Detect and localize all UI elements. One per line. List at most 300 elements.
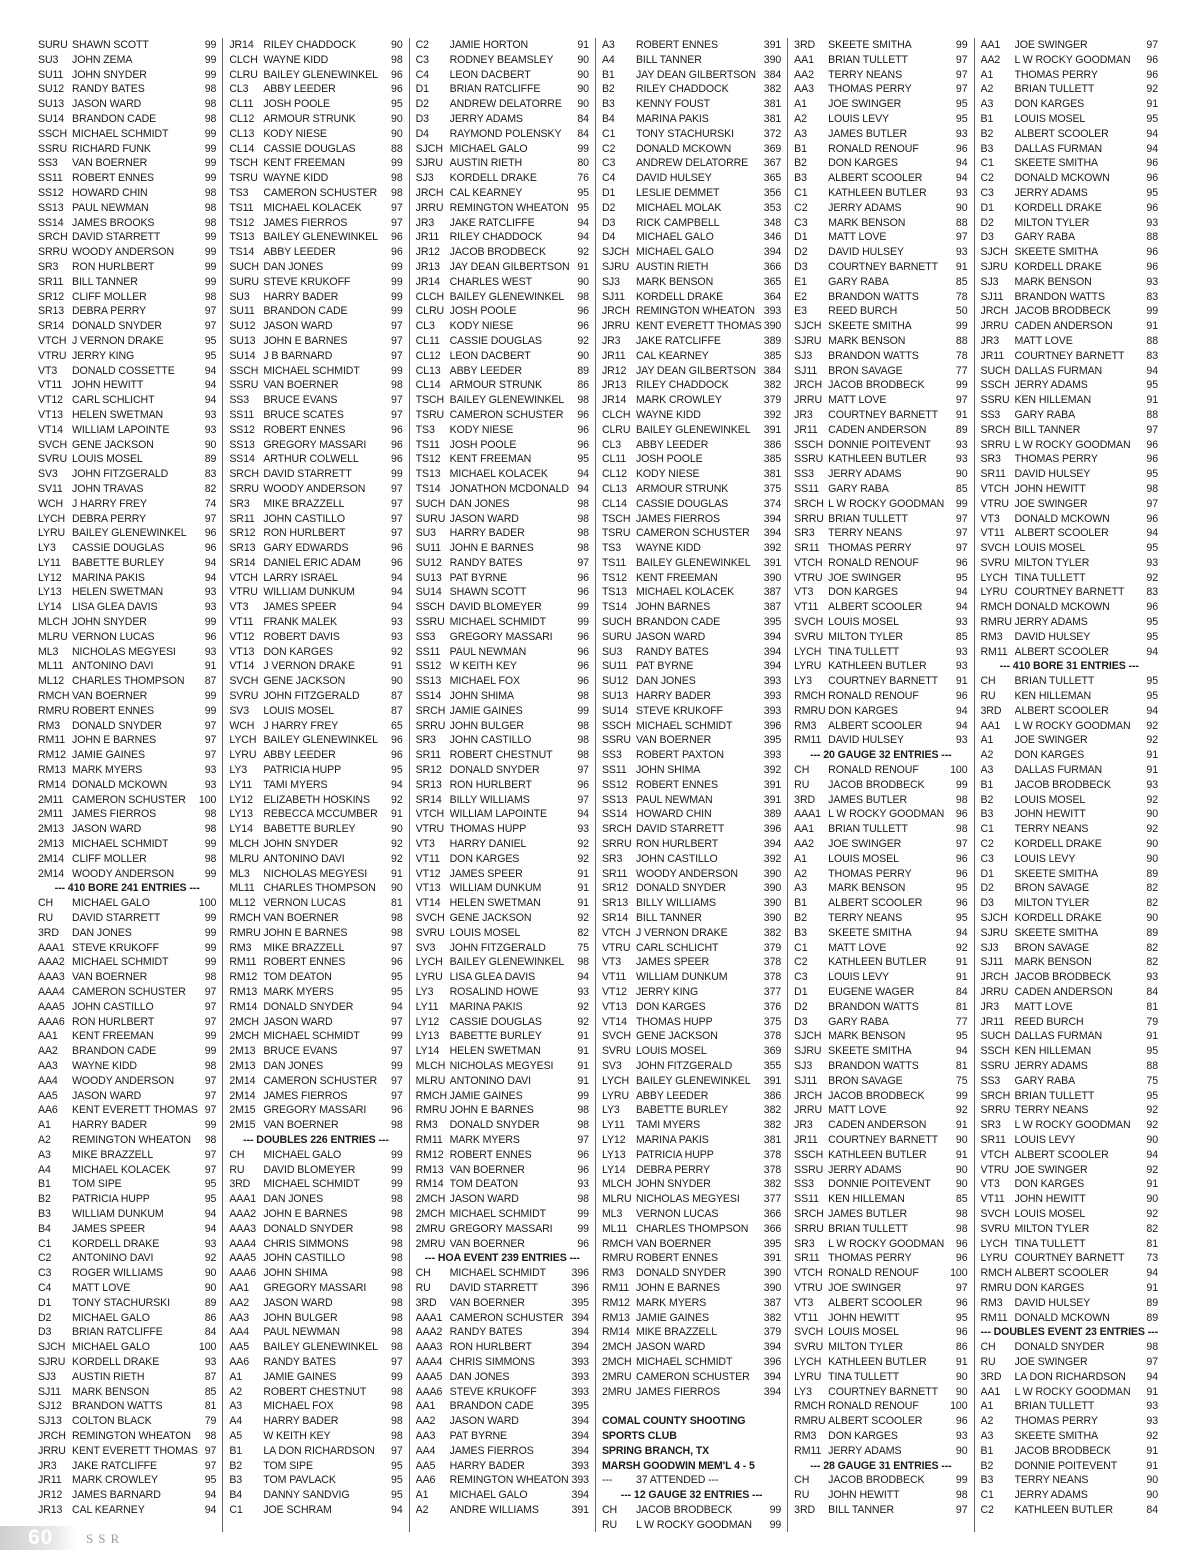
score: 97 xyxy=(1146,39,1158,51)
class-code: SVRU xyxy=(980,556,1010,569)
result-row xyxy=(794,526,967,541)
class-code: RM14 xyxy=(229,1000,258,1013)
result-row xyxy=(794,53,967,68)
class-code: 2M15 xyxy=(229,1119,256,1132)
score: 99 xyxy=(204,142,217,155)
score: 99 xyxy=(204,1030,217,1043)
shooter-name: MARK MYERS xyxy=(449,1133,520,1146)
class-code: SJCH xyxy=(415,142,443,155)
score: 392 xyxy=(763,408,782,421)
score: 95 xyxy=(391,986,403,998)
score: 97 xyxy=(391,201,403,214)
class-code: SU14 xyxy=(229,349,256,362)
shooter-name: MICHAEL GALO xyxy=(72,1311,150,1324)
score: 95 xyxy=(1146,630,1158,643)
shooter-name: DONALD MCKOWN xyxy=(635,142,732,155)
shooter-name: RANDY BATES xyxy=(635,645,709,658)
shooter-name: JOE SWINGER xyxy=(1014,734,1088,747)
score: 95 xyxy=(1146,675,1158,688)
score: 96 xyxy=(391,423,403,436)
class-code: SUCH xyxy=(229,260,259,273)
score: 93 xyxy=(204,764,217,777)
class-code: AA4 xyxy=(229,1326,250,1339)
shooter-name: MARK BENSON xyxy=(828,1030,906,1043)
shooter-name: JAMES FIERROS xyxy=(263,1089,348,1102)
class-code: RMRU xyxy=(38,704,70,717)
shooter-name: MARK CROWLEY xyxy=(635,394,722,407)
class-code: 2MCH xyxy=(601,1341,632,1354)
shooter-name: JAMIE HORTON xyxy=(449,39,529,51)
class-code: AA3 xyxy=(415,1429,436,1442)
shooter-name: RON HURLBERT xyxy=(449,1341,532,1354)
result-row xyxy=(38,1237,216,1252)
class-code: VT11 xyxy=(415,852,440,865)
score: 78 xyxy=(955,290,968,303)
shooter-name: REED BURCH xyxy=(828,305,898,318)
shooter-name: JOHN FITZGERALD xyxy=(635,1059,733,1072)
shooter-name: AUSTIN RIETH xyxy=(72,1370,145,1383)
score: 96 xyxy=(955,1415,968,1428)
result-row xyxy=(602,1207,781,1222)
result-row xyxy=(229,82,402,97)
class-code: C2 xyxy=(794,956,808,969)
score: 95 xyxy=(204,1474,217,1487)
class-code: C3 xyxy=(415,53,429,66)
shooter-name: MILTON TYLER xyxy=(1014,556,1090,569)
score: 98 xyxy=(391,1400,403,1413)
class-code: CLRU xyxy=(229,68,258,81)
class-code: SVCH xyxy=(601,1030,631,1043)
shooter-name: BRANDON CADE xyxy=(449,1400,534,1413)
class-code: JR11 xyxy=(980,1015,1005,1028)
shooter-name: CADEN ANDERSON xyxy=(828,1119,927,1132)
club-info: MARSH GOODWIN MEM'L 4 - 5 xyxy=(601,1459,755,1472)
shooter-name: HARRY BADER xyxy=(72,1119,148,1132)
class-code: C3 xyxy=(38,1267,52,1280)
score: 91 xyxy=(1146,749,1158,762)
result-row xyxy=(602,689,781,704)
class-code: B1 xyxy=(229,1444,243,1457)
class-code: D3 xyxy=(980,897,994,910)
shooter-name: BRUCE EVANS xyxy=(263,394,338,407)
class-code: CL13 xyxy=(601,482,627,495)
class-code: B3 xyxy=(601,98,615,111)
score: 90 xyxy=(1146,1193,1158,1206)
result-row xyxy=(981,1103,1159,1118)
result-row xyxy=(602,364,781,379)
shooter-name: ROBERT ENNES xyxy=(635,39,718,51)
result-row xyxy=(981,837,1159,852)
result-row xyxy=(416,230,589,245)
class-code: RMCH xyxy=(229,912,261,925)
result-row xyxy=(602,349,781,364)
class-code: RU xyxy=(980,690,996,703)
shooter-name: LA DON RICHARDSON xyxy=(1014,1370,1126,1383)
class-code: MLRU xyxy=(38,630,68,643)
score: 99 xyxy=(391,290,403,303)
event-header: --- 410 BORE 241 ENTRIES --- xyxy=(54,882,200,895)
class-code: TS14 xyxy=(229,246,255,259)
class-code: SSCH xyxy=(794,438,824,451)
result-row xyxy=(229,896,402,911)
class-code: TSRU xyxy=(601,527,631,540)
score: 82 xyxy=(1146,956,1158,969)
result-row xyxy=(38,748,216,763)
class-code: SSRU xyxy=(601,734,631,747)
result-row xyxy=(794,645,967,660)
shooter-name: DONNIE POITEVENT xyxy=(828,438,931,451)
shooter-name: MICHAEL KOLACEK xyxy=(635,586,735,599)
score: 97 xyxy=(204,512,217,525)
score: 82 xyxy=(1146,897,1158,910)
class-code: A4 xyxy=(229,1415,243,1428)
shooter-name: RILEY CHADDOCK xyxy=(449,231,543,244)
shooter-name: J VERNON DRAKE xyxy=(635,926,728,939)
result-row xyxy=(981,112,1159,127)
shooter-name: JOHN CASTILLO xyxy=(635,852,718,865)
class-code: RM12 xyxy=(229,971,258,984)
result-row xyxy=(981,1148,1159,1163)
score: 91 xyxy=(391,867,403,880)
score: 98 xyxy=(391,1207,403,1220)
score: 366 xyxy=(763,1207,782,1220)
shooter-name: KATHLEEN BUTLER xyxy=(828,1148,927,1161)
shooter-name: CAL KEARNEY xyxy=(72,1503,145,1516)
result-row xyxy=(229,1000,402,1015)
class-code: 3RD xyxy=(794,39,816,51)
score: 98 xyxy=(391,1341,403,1354)
shooter-name: JOHN BULGER xyxy=(449,719,524,732)
class-code: JRCH xyxy=(794,1089,823,1102)
class-code: TS14 xyxy=(415,482,441,495)
class-code: A2 xyxy=(980,749,994,762)
result-row xyxy=(38,822,216,837)
score: 97 xyxy=(391,482,403,495)
shooter-name: ROBERT CHESTNUT xyxy=(263,1385,367,1398)
result-row xyxy=(602,423,781,438)
score: 385 xyxy=(763,349,782,362)
score: 386 xyxy=(763,1089,782,1102)
score: 99 xyxy=(769,1503,782,1516)
class-code: VT14 xyxy=(601,1015,627,1028)
score: 378 xyxy=(763,971,782,984)
result-row xyxy=(602,260,781,275)
result-row xyxy=(981,334,1159,349)
score: 97 xyxy=(204,1148,217,1161)
score: 95 xyxy=(1146,690,1158,703)
score: 86 xyxy=(577,379,589,392)
result-row xyxy=(981,290,1159,305)
result-row xyxy=(981,378,1159,393)
shooter-name: DONALD SNYDER xyxy=(635,882,726,895)
score: 93 xyxy=(204,645,217,658)
shooter-name: RODNEY BEAMSLEY xyxy=(449,53,554,66)
shooter-name: KODY NIESE xyxy=(263,127,327,140)
class-code: C3 xyxy=(601,157,616,170)
class-code: B4 xyxy=(601,112,615,125)
shooter-name: BILL TANNER xyxy=(72,275,138,288)
result-row xyxy=(229,38,402,53)
result-row xyxy=(38,1074,216,1089)
score: 93 xyxy=(204,778,217,791)
class-code: LY13 xyxy=(601,1148,626,1161)
result-row xyxy=(229,926,402,941)
shooter-name: JERRY ADAMS xyxy=(828,468,902,481)
score: 377 xyxy=(763,1193,782,1206)
score: 387 xyxy=(763,1296,782,1309)
result-row xyxy=(981,630,1159,645)
score: 85 xyxy=(955,482,968,495)
result-row xyxy=(38,1473,216,1488)
class-code: E2 xyxy=(794,290,807,303)
score: 97 xyxy=(391,1074,403,1087)
score: 98 xyxy=(1146,482,1158,495)
class-code: SR12 xyxy=(415,764,442,777)
class-code: SR3 xyxy=(794,527,815,540)
result-row xyxy=(981,571,1159,586)
result-row xyxy=(981,53,1159,68)
class-code: VT11 xyxy=(794,601,819,614)
score: 91 xyxy=(1146,1281,1158,1294)
shooter-name: RILEY CHADDOCK xyxy=(635,83,729,96)
result-row xyxy=(981,349,1159,364)
shooter-name: JOE SWINGER xyxy=(828,1281,902,1294)
result-row xyxy=(602,704,781,719)
shooter-name: JERRY ADAMS xyxy=(1014,1059,1088,1072)
shooter-name: TOM DEATON xyxy=(449,1178,519,1191)
score: 97 xyxy=(204,1000,217,1013)
shooter-name: DONALD SNYDER xyxy=(449,1119,540,1132)
result-row xyxy=(794,1340,967,1355)
shooter-name: JOHN HEWITT xyxy=(828,1311,900,1324)
score: 97 xyxy=(577,556,589,569)
shooter-name: JOHN HEWITT xyxy=(828,1489,900,1502)
result-row xyxy=(602,497,781,512)
class-code: AAA6 xyxy=(415,1385,443,1398)
shooter-name: THOMAS PERRY xyxy=(828,867,912,880)
shooter-name: MICHAEL KOLACEK xyxy=(263,201,362,214)
class-code: SVRU xyxy=(229,690,259,703)
result-row xyxy=(416,1399,589,1414)
class-code: AA1 xyxy=(980,1385,1001,1398)
score: 346 xyxy=(763,231,782,244)
shooter-name: DAN JONES xyxy=(635,675,696,688)
score: 83 xyxy=(1146,586,1158,599)
score: 92 xyxy=(577,838,589,851)
shooter-name: KATHLEEN BUTLER xyxy=(828,956,927,969)
score: 95 xyxy=(391,971,403,984)
result-row xyxy=(38,1266,216,1281)
score: 96 xyxy=(577,438,589,451)
shooter-name: MICHAEL SCHMIDT xyxy=(449,1207,547,1220)
score: 392 xyxy=(763,852,782,865)
class-code: LYCH xyxy=(794,1355,822,1368)
result-row xyxy=(981,1015,1159,1030)
class-code: SVRU xyxy=(794,630,824,643)
shooter-name: KORDELL DRAKE xyxy=(449,172,537,185)
class-code: D2 xyxy=(794,246,808,259)
score: 90 xyxy=(1146,808,1158,821)
score: 93 xyxy=(577,823,589,836)
shooter-name: KENT FREEMAN xyxy=(263,157,345,170)
class-code: 2M14 xyxy=(229,1074,256,1087)
result-row xyxy=(38,1089,216,1104)
result-row xyxy=(794,438,967,453)
score: 97 xyxy=(391,497,403,510)
shooter-name: ROBERT ENNES xyxy=(72,172,155,185)
result-row xyxy=(38,689,216,704)
shooter-name: MATT LOVE xyxy=(1014,334,1073,347)
result-row xyxy=(416,867,589,882)
score: 77 xyxy=(955,1015,968,1028)
result-row xyxy=(981,393,1159,408)
score: 391 xyxy=(763,793,782,806)
class-code: B2 xyxy=(794,912,807,925)
class-code: ML11 xyxy=(601,1222,628,1235)
score: 381 xyxy=(763,98,782,111)
shooter-name: BRANDON WATTS xyxy=(72,1400,163,1413)
score: 94 xyxy=(1146,1370,1158,1383)
shooter-name: SHAWN SCOTT xyxy=(72,39,149,51)
result-row xyxy=(602,1251,781,1266)
class-code: VT3 xyxy=(415,838,435,851)
class-code: RMRU xyxy=(794,1415,826,1428)
result-row xyxy=(229,970,402,985)
result-row xyxy=(38,837,216,852)
class-code: WCH xyxy=(38,497,63,510)
class-code: SUCH xyxy=(601,616,632,629)
score: 393 xyxy=(571,1355,589,1368)
shooter-name: DEBRA PERRY xyxy=(635,1163,711,1176)
score: 97 xyxy=(391,941,403,954)
score: 93 xyxy=(204,1355,217,1368)
score: 99 xyxy=(204,53,217,66)
result-row xyxy=(229,112,402,127)
shooter-name: REED BURCH xyxy=(1014,1015,1084,1028)
score: 96 xyxy=(391,68,403,81)
shooter-name: LOUIS LEVY xyxy=(1014,852,1076,865)
score: 83 xyxy=(1146,349,1158,362)
shooter-name: DAVID HULSEY xyxy=(1014,630,1091,643)
result-row xyxy=(38,585,216,600)
score: 393 xyxy=(763,690,782,703)
class-code: D2 xyxy=(794,1000,808,1013)
class-code: CH xyxy=(229,1148,245,1161)
shooter-name: GARY RABA xyxy=(828,1015,889,1028)
score: 99 xyxy=(955,497,968,510)
shooter-name: BRANDON WATTS xyxy=(828,290,919,303)
class-code: RMCH xyxy=(794,690,826,703)
class-code: C1 xyxy=(794,186,808,199)
result-row xyxy=(981,1281,1159,1296)
score: 96 xyxy=(577,675,589,688)
class-code: CH xyxy=(601,1503,618,1516)
score: 100 xyxy=(198,1341,217,1354)
result-row xyxy=(794,1237,967,1252)
page-footer xyxy=(0,1524,200,1550)
result-row xyxy=(981,1473,1159,1488)
class-code: VT11 xyxy=(38,379,63,392)
result-row xyxy=(229,556,402,571)
score: 98 xyxy=(577,749,589,762)
class-code: SV3 xyxy=(415,941,436,954)
class-code: VTCH xyxy=(415,808,445,821)
shooter-name: KEN HILLEMAN xyxy=(1014,690,1092,703)
result-row xyxy=(229,867,402,882)
score: 372 xyxy=(763,127,782,140)
result-row xyxy=(416,1414,589,1429)
result-row xyxy=(416,881,589,896)
score: 99 xyxy=(577,142,589,155)
class-code: 2MCH xyxy=(415,1207,446,1220)
class-code: JR3 xyxy=(38,1459,57,1472)
score: 90 xyxy=(577,68,589,81)
class-code: SR13 xyxy=(229,542,256,555)
shooter-name: TINA TULLETT xyxy=(1014,571,1086,584)
score: 374 xyxy=(763,497,782,510)
result-row xyxy=(38,778,216,793)
shooter-name: DALLAS FURMAN xyxy=(1014,1030,1103,1043)
shooter-name: DON KARGES xyxy=(828,586,898,599)
result-row xyxy=(981,1163,1159,1178)
result-row xyxy=(981,1399,1159,1414)
class-code: TS13 xyxy=(229,231,255,244)
shooter-name: TERRY NEANS xyxy=(828,912,903,925)
result-row xyxy=(229,304,402,319)
score: 90 xyxy=(577,349,589,362)
score: 99 xyxy=(204,912,217,925)
class-code: AA5 xyxy=(229,1341,250,1354)
class-code: SJ3 xyxy=(415,172,434,185)
score: 81 xyxy=(1146,1237,1158,1250)
class-code: SR11 xyxy=(794,542,820,555)
class-code: JRCH xyxy=(980,971,1009,984)
class-code: B2 xyxy=(601,83,615,96)
shooter-name: STEVE KRUKOFF xyxy=(72,941,159,954)
score: 89 xyxy=(1146,867,1158,880)
shooter-name: HARRY DANIEL xyxy=(449,838,527,851)
shooter-name: NICHOLAS MEGYESI xyxy=(263,867,368,880)
result-row xyxy=(981,1370,1159,1385)
result-row xyxy=(229,1503,402,1518)
score: 97 xyxy=(955,394,968,407)
shooter-name: KATHLEEN BUTLER xyxy=(828,1355,927,1368)
result-row xyxy=(229,1370,402,1385)
result-row xyxy=(38,733,216,748)
shooter-name: CARL SCHLICHT xyxy=(72,394,155,407)
class-code: SS3 xyxy=(229,394,250,407)
score: 97 xyxy=(204,305,217,318)
class-code: LY3 xyxy=(794,1385,812,1398)
class-code: JRCH xyxy=(601,305,630,318)
shooter-name: JACOB BRODBECK xyxy=(1014,971,1111,984)
result-row xyxy=(794,1163,967,1178)
result-row xyxy=(416,512,589,527)
result-row xyxy=(794,1399,967,1414)
class-code: B3 xyxy=(980,808,994,821)
score: 396 xyxy=(763,1355,782,1368)
result-row xyxy=(794,1503,967,1518)
shooter-name: GARY RABA xyxy=(1014,1074,1076,1087)
class-code: VT12 xyxy=(415,867,441,880)
class-code: SJ13 xyxy=(38,1415,62,1428)
class-code: RM11 xyxy=(980,645,1008,658)
result-row xyxy=(416,852,589,867)
score: 95 xyxy=(1146,542,1158,555)
score: 82 xyxy=(204,482,217,495)
score: 90 xyxy=(955,1385,968,1398)
class-code: AAA5 xyxy=(38,1000,65,1013)
